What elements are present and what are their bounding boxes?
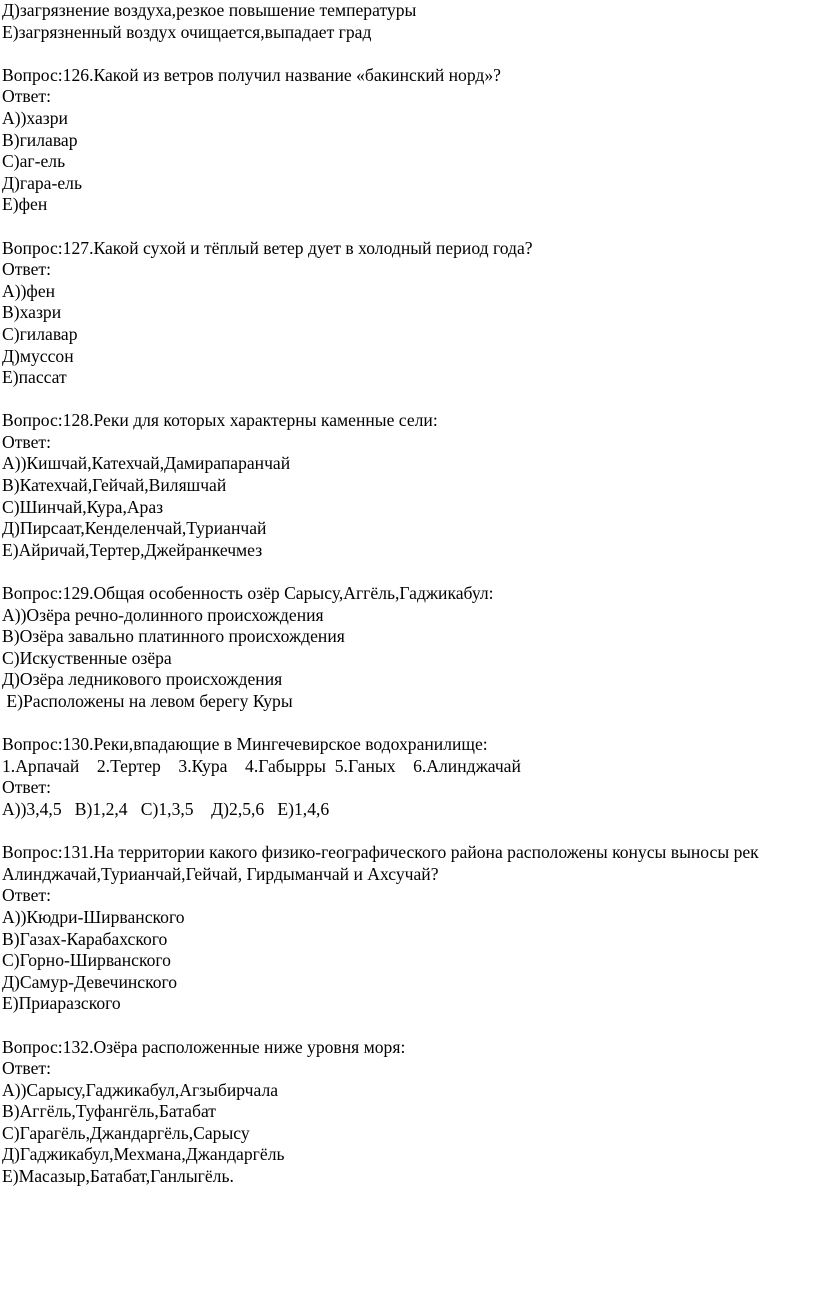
answer-label: Ответ: xyxy=(2,885,51,906)
answer-option: С)аг-ель xyxy=(2,151,66,172)
answer-option: Е)Айричай,Тертер,Джейранкечмез xyxy=(2,539,263,560)
blank-line xyxy=(2,43,816,65)
numbered-list: 1.Арпачай 2.Тертер 3.Кура 4.Габырры 5.Ганых 6.Алинджачай xyxy=(2,755,521,776)
answer-option: С)Шинчай,Кура,Араз xyxy=(2,496,164,517)
answer-option: С)гилавар xyxy=(2,323,78,344)
answer-option: А))Кюдри-Ширванского xyxy=(2,906,185,927)
question-132 xyxy=(2,1037,816,1188)
blank-line xyxy=(2,561,816,583)
answer-label: Ответ: xyxy=(2,259,51,280)
previous-question-tail xyxy=(2,0,816,43)
answer-option: Д)Гаджикабул,Мехмана,Джандаргёль xyxy=(2,1144,285,1165)
blank-line xyxy=(2,389,816,411)
question-text-continued: Алинджачай,Турианчай,Гейчай, Гирдыманчай и Ахсучай? xyxy=(2,863,439,884)
blank-line xyxy=(2,1015,816,1037)
answer-option: А))Кишчай,Катехчай,Дамирапаранчай xyxy=(2,453,291,474)
blank-line xyxy=(2,821,816,843)
answer-option: Е)Расположены на левом берегу Куры xyxy=(2,691,293,711)
answer-option: Д)муссон xyxy=(2,345,74,366)
answer-option: С)Горно-Ширванского xyxy=(2,950,171,971)
blank-line xyxy=(2,713,816,735)
answer-option: Е)загрязненный воздух очищается,выпадает град xyxy=(2,21,372,42)
answer-option: Д)Пирсаат,Кенделенчай,Турианчай xyxy=(2,518,267,539)
blank-line xyxy=(2,216,816,238)
answer-options-row: А))3,4,5 В)1,2,4 С)1,3,5 Д)2,5,6 Е)1,4,6 xyxy=(2,798,330,819)
answer-label: Ответ: xyxy=(2,86,51,107)
answer-option: В)Озёра завально платинного происхождения xyxy=(2,626,345,647)
answer-option: Е)пассат xyxy=(2,367,67,388)
question-126 xyxy=(2,65,816,216)
answer-option: В)Катехчай,Гейчай,Виляшчай xyxy=(2,475,227,496)
question-127 xyxy=(2,238,816,389)
answer-option: Д)гара-ель xyxy=(2,172,82,193)
question-131 xyxy=(2,842,816,1015)
answer-option: Е)фен xyxy=(2,194,48,215)
question-text: Вопрос:131.На территории какого физико-географического района расположены конусы выносы рек xyxy=(2,842,759,863)
answer-option: А))Озёра речно-долинного происхождения xyxy=(2,604,324,625)
question-129 xyxy=(2,583,816,713)
answer-option: Д)Самур-Девечинского xyxy=(2,971,178,992)
answer-option: А))Сарысу,Гаджикабул,Агзыбирчала xyxy=(2,1079,279,1100)
answer-option: С)Гарагёль,Джандаргёль,Сарысу xyxy=(2,1122,250,1143)
answer-label: Ответ: xyxy=(2,1058,51,1079)
question-128 xyxy=(2,410,816,561)
answer-label: Ответ: xyxy=(2,431,51,452)
question-text: Вопрос:129.Общая особенность озёр Сарысу,Аггёль,Гаджикабул: xyxy=(2,583,494,604)
answer-option: В)хазри xyxy=(2,302,62,323)
answer-option: А))фен xyxy=(2,280,56,301)
question-text: Вопрос:130.Реки,впадающие в Мингечевирское водохранилище: xyxy=(2,734,488,755)
answer-option: В)гилавар xyxy=(2,129,78,150)
answer-option: Е)Приаразского xyxy=(2,993,121,1014)
answer-option: А))хазри xyxy=(2,107,68,128)
answer-option: Е)Масазыр,Батабат,Ганлыгёль. xyxy=(2,1166,234,1187)
question-130 xyxy=(2,734,816,820)
answer-option: С)Искуственные озёра xyxy=(2,647,172,668)
question-text: Вопрос:128.Реки для которых характерны каменные сели: xyxy=(2,410,438,431)
answer-option: В)Аггёль,Туфангёль,Батабат xyxy=(2,1101,216,1122)
answer-label: Ответ: xyxy=(2,777,51,798)
answer-option: Д)загрязнение воздуха,резкое повышение температуры xyxy=(2,0,417,20)
question-text: Вопрос:132.Озёра расположенные ниже уровня моря: xyxy=(2,1036,406,1057)
answer-option: Д)Озёра ледникового происхождения xyxy=(2,669,283,690)
question-text: Вопрос:127.Какой сухой и тёплый ветер дует в холодный период года? xyxy=(2,237,533,258)
question-text: Вопрос:126.Какой из ветров получил название «бакинский норд»? xyxy=(2,64,501,85)
answer-option: В)Газах-Карабахского xyxy=(2,928,168,949)
